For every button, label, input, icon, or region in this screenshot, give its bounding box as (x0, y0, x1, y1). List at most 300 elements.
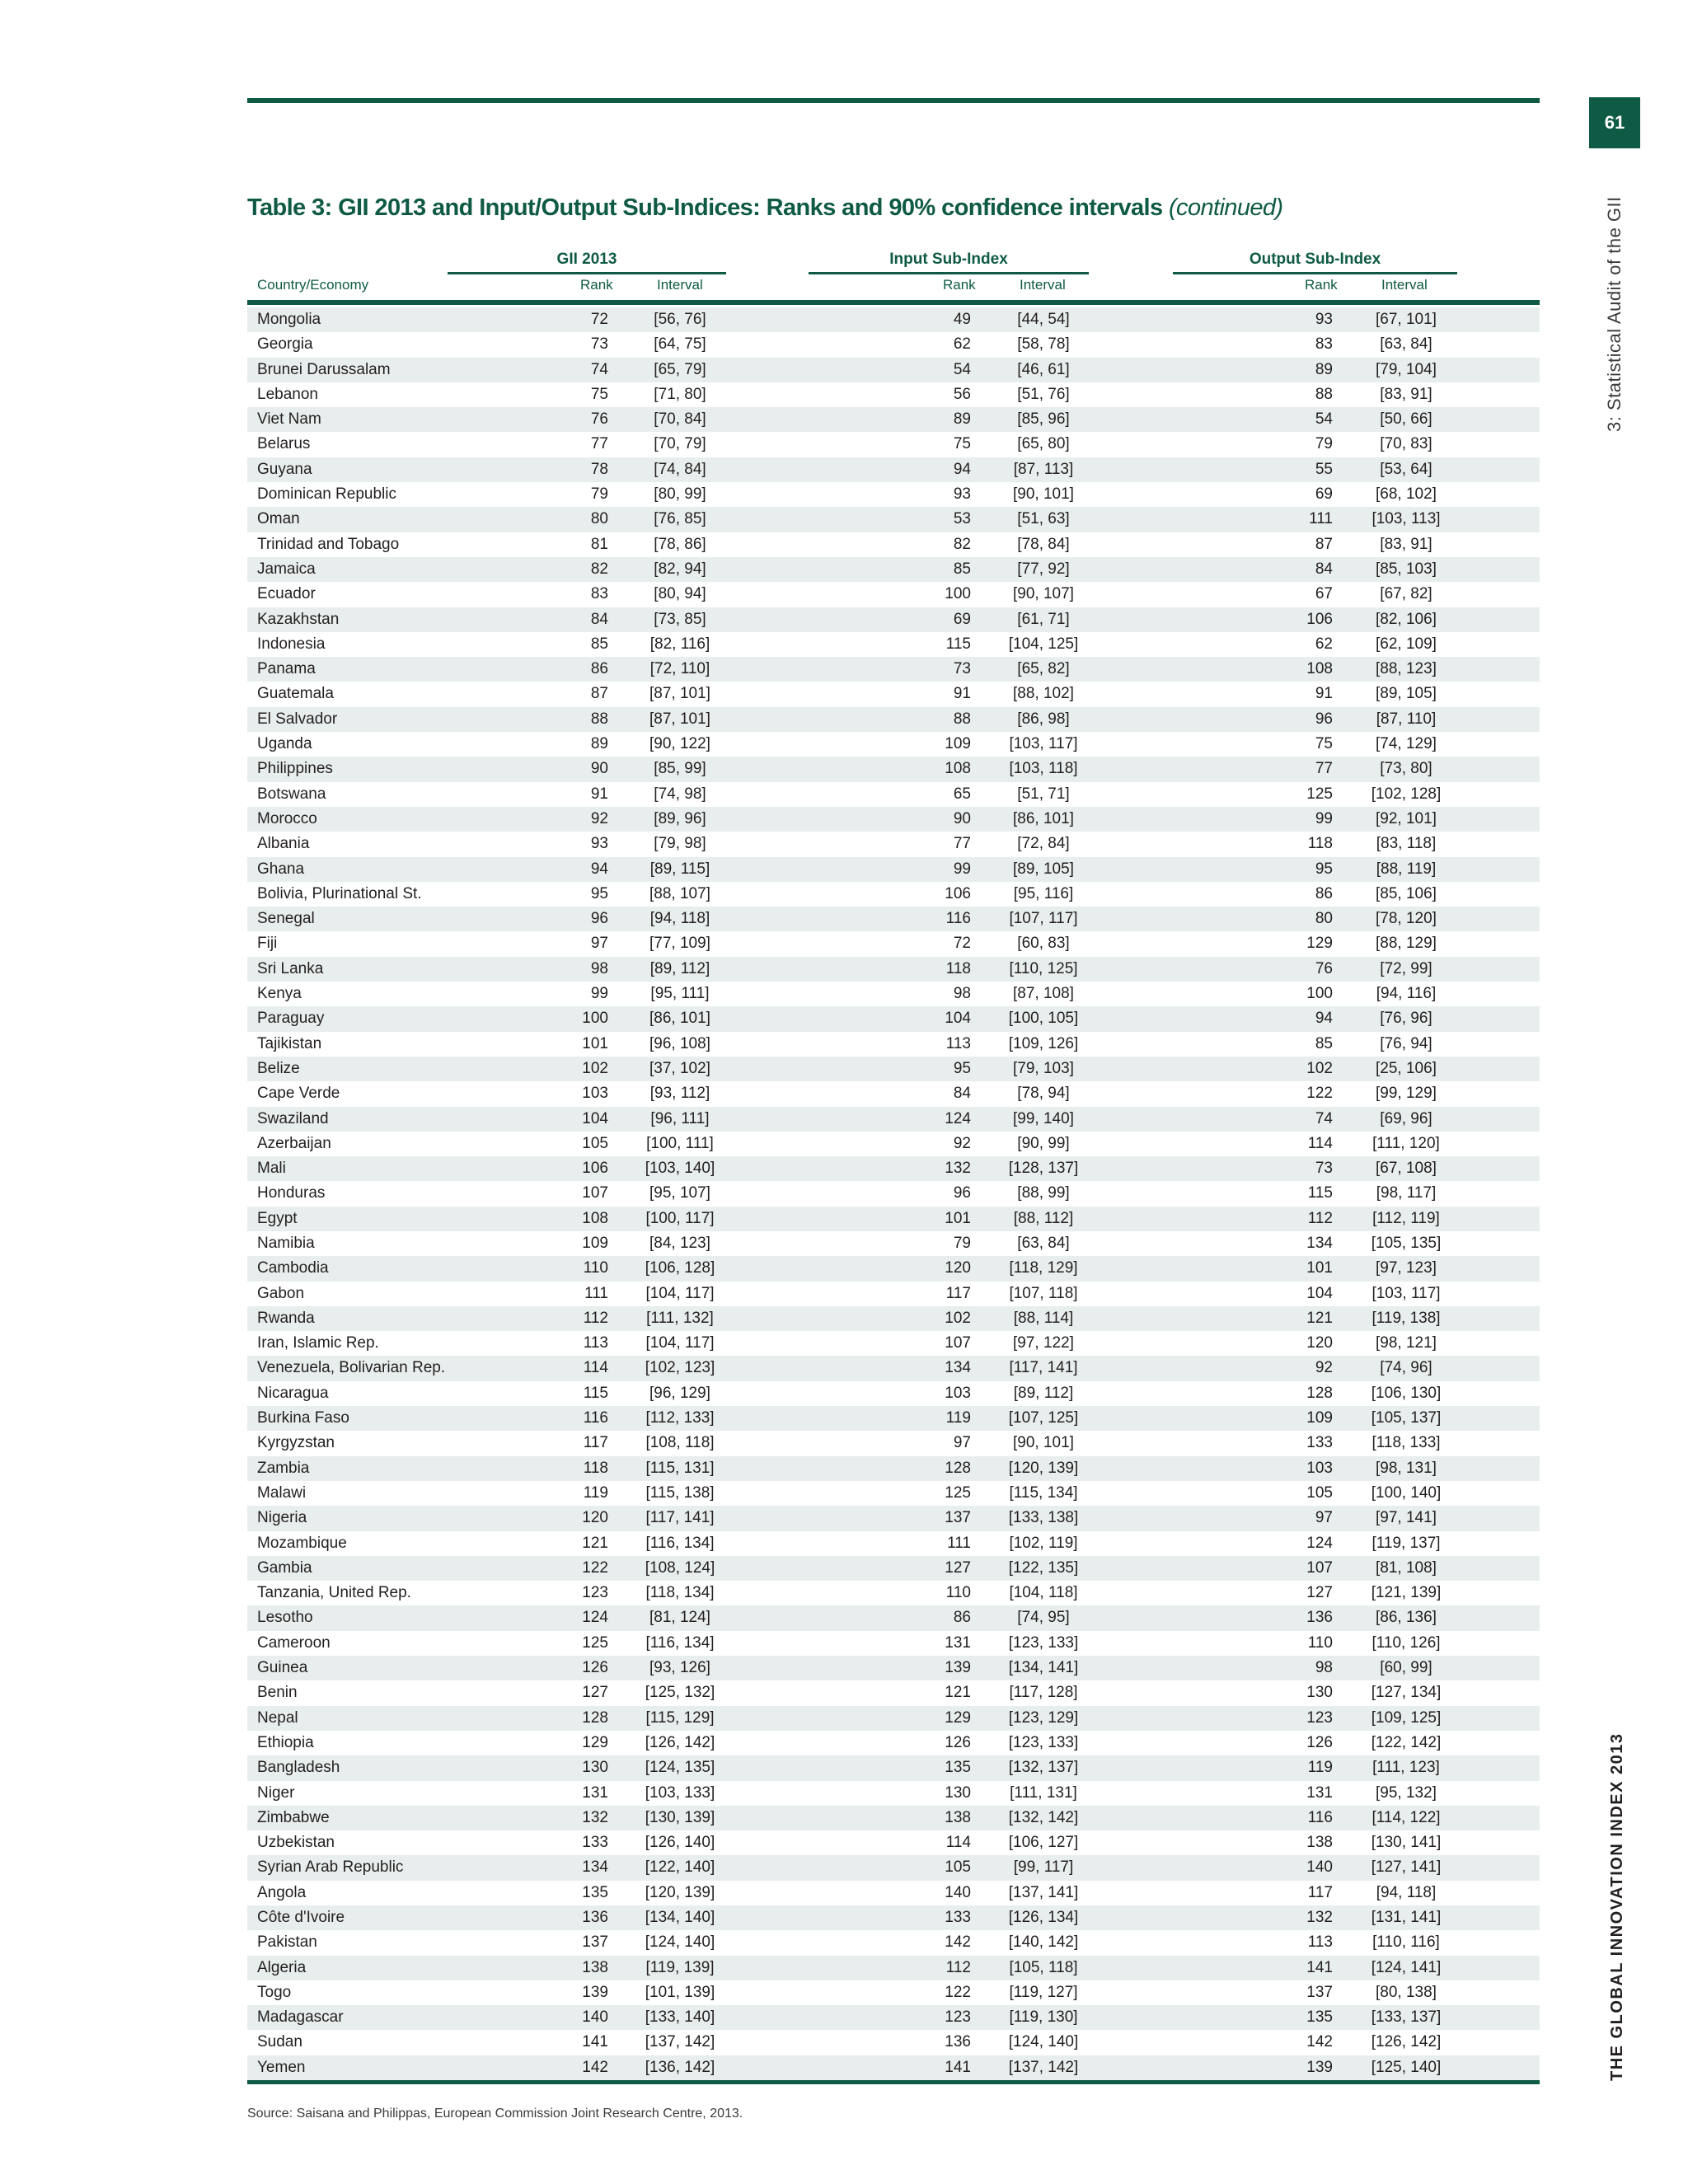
cell-input-rank: 112 (945, 1958, 971, 1976)
cell-output-rank: 83 (1315, 335, 1333, 354)
table-row (247, 1156, 1540, 1181)
cell-output-rank: 67 (1315, 585, 1333, 603)
cell-input-interval: [140, 142] (1008, 1933, 1079, 1952)
cell-input-interval: [123, 129] (1008, 1708, 1079, 1727)
cell-input-interval: [120, 139] (1008, 1459, 1079, 1477)
cell-output-rank: 76 (1315, 959, 1333, 977)
table-row (247, 307, 1540, 332)
cell-gii-rank: 128 (582, 1708, 608, 1727)
cell-country: Pakistan (257, 1933, 317, 1952)
cell-country: Lesotho (257, 1609, 313, 1627)
cell-gii-rank: 97 (590, 935, 608, 953)
cell-gii-rank: 109 (582, 1234, 608, 1252)
cell-country: Jamaica (257, 560, 316, 578)
cell-gii-rank: 74 (590, 360, 608, 378)
cell-input-rank: 101 (945, 1209, 971, 1227)
table-row (247, 757, 1540, 781)
cell-output-rank: 107 (1306, 1558, 1333, 1577)
cell-output-interval: [133, 137] (1371, 2008, 1442, 2027)
cell-output-rank: 54 (1315, 410, 1333, 429)
cell-input-interval: [51, 63] (1017, 510, 1070, 528)
table-row (247, 1306, 1540, 1331)
cell-country: Zambia (257, 1459, 310, 1477)
cell-input-interval: [119, 127] (1009, 1983, 1078, 2001)
cell-country: Trinidad and Tobago (257, 535, 400, 553)
cell-gii-rank: 117 (583, 1434, 608, 1452)
cell-input-interval: [111, 131] (1010, 1783, 1077, 1802)
cell-output-interval: [82, 106] (1376, 610, 1437, 628)
cell-input-rank: 88 (953, 710, 971, 728)
table-row (247, 1956, 1540, 1980)
cell-input-interval: [133, 138] (1008, 1509, 1079, 1527)
group-header-input: Input Sub-Index (809, 251, 1089, 274)
cell-input-rank: 119 (945, 1409, 971, 1427)
cell-output-rank: 111 (1309, 510, 1333, 528)
table-row (247, 1006, 1540, 1031)
cell-gii-rank: 79 (590, 485, 608, 504)
cell-gii-interval: [96, 129] (649, 1384, 710, 1402)
cell-gii-rank: 136 (582, 1909, 608, 1926)
table-title-text: Table 3: GII 2013 and Input/Output Sub-Indices: Ranks and 90% confidence intervals (247, 194, 1163, 221)
cell-output-rank: 88 (1315, 385, 1333, 403)
cell-gii-interval: [137, 142] (645, 2033, 715, 2051)
cell-output-rank: 92 (1315, 1359, 1333, 1377)
cell-output-rank: 122 (1306, 1085, 1333, 1103)
cell-output-interval: [106, 130] (1371, 1384, 1442, 1402)
cell-input-interval: [107, 117] (1009, 910, 1078, 928)
cell-output-rank: 101 (1306, 1259, 1333, 1277)
cell-country: Cameroon (257, 1633, 331, 1652)
cell-input-rank: 124 (945, 1109, 971, 1127)
cell-gii-rank: 87 (590, 685, 608, 703)
table-row (247, 632, 1540, 657)
table-row (247, 657, 1540, 682)
cell-input-rank: 91 (953, 685, 971, 703)
cell-input-rank: 127 (945, 1558, 971, 1577)
cell-output-interval: [122, 142] (1371, 1733, 1442, 1751)
cell-gii-interval: [71, 80] (654, 385, 706, 403)
cell-input-rank: 92 (953, 1134, 971, 1152)
cell-output-interval: [98, 117] (1376, 1184, 1437, 1202)
cell-output-interval: [78, 120] (1376, 910, 1437, 928)
cell-country: Uganda (257, 735, 312, 753)
cell-output-rank: 108 (1306, 660, 1333, 678)
cell-country: El Salvador (257, 710, 338, 728)
cell-gii-interval: [76, 85] (654, 510, 706, 528)
cell-gii-rank: 142 (582, 2058, 608, 2076)
cell-gii-rank: 90 (590, 760, 608, 778)
cell-gii-rank: 110 (583, 1259, 608, 1277)
table-row (247, 1605, 1540, 1630)
cell-gii-interval: [100, 111] (646, 1134, 714, 1152)
cell-output-interval: [25, 106] (1376, 1059, 1437, 1077)
cell-input-rank: 97 (953, 1434, 971, 1452)
cell-gii-interval: [111, 132] (646, 1309, 714, 1327)
cell-gii-interval: [96, 111] (650, 1109, 710, 1127)
bottom-rule (247, 2080, 1540, 2084)
cell-gii-interval: [104, 117] (645, 1284, 715, 1302)
cell-output-interval: [127, 134] (1371, 1684, 1442, 1702)
table-row (247, 1481, 1540, 1506)
cell-output-interval: [121, 139] (1371, 1584, 1442, 1602)
table-row (247, 482, 1540, 507)
table-body (247, 307, 1540, 2080)
cell-input-rank: 85 (953, 560, 971, 578)
cell-gii-interval: [86, 101] (649, 1010, 710, 1028)
cell-input-interval: [99, 117] (1013, 1858, 1074, 1877)
cell-input-rank: 120 (945, 1259, 971, 1277)
cell-output-interval: [100, 140] (1371, 1483, 1442, 1502)
cell-input-interval: [79, 103] (1013, 1059, 1074, 1077)
cell-input-rank: 82 (953, 535, 971, 553)
cell-gii-rank: 118 (583, 1459, 608, 1477)
table-row (247, 382, 1540, 407)
cell-input-interval: [89, 105] (1013, 860, 1074, 878)
cell-gii-interval: [115, 129] (645, 1708, 715, 1727)
col-header-input-interval: Interval (1020, 277, 1066, 293)
cell-gii-interval: [116, 134] (645, 1633, 715, 1652)
table-row (247, 1755, 1540, 1780)
header-rule (247, 300, 1540, 305)
table-row (247, 1356, 1540, 1380)
cell-input-rank: 132 (945, 1160, 971, 1178)
cell-output-interval: [124, 141] (1371, 1958, 1442, 1976)
cell-input-rank: 141 (945, 2058, 971, 2076)
cell-output-rank: 96 (1315, 710, 1333, 728)
cell-country: Gabon (257, 1284, 305, 1302)
cell-output-interval: [85, 106] (1376, 884, 1437, 902)
table-row (247, 457, 1540, 482)
cell-output-rank: 99 (1315, 809, 1333, 827)
cell-input-interval: [105, 118] (1009, 1958, 1078, 1976)
cell-country: Guinea (257, 1659, 308, 1677)
cell-input-interval: [72, 84] (1017, 835, 1070, 853)
cell-output-rank: 87 (1315, 535, 1333, 553)
cell-output-rank: 98 (1315, 1659, 1333, 1677)
table-row (247, 532, 1540, 557)
table-row (247, 2055, 1540, 2080)
cell-country: Brunei Darussalam (257, 360, 391, 378)
cell-input-rank: 84 (953, 1085, 971, 1103)
table-row (247, 1581, 1540, 1605)
cell-country: Ethiopia (257, 1733, 314, 1751)
cell-gii-rank: 126 (582, 1659, 608, 1677)
table-row (247, 1132, 1540, 1156)
cell-country: Malawi (257, 1483, 307, 1502)
group-header-gii: GII 2013 (448, 251, 726, 274)
cell-input-interval: [132, 142] (1008, 1808, 1079, 1826)
cell-gii-interval: [94, 118] (649, 910, 710, 928)
cell-gii-interval: [115, 138] (645, 1483, 715, 1502)
cell-input-rank: 114 (945, 1834, 971, 1852)
cell-output-interval: [74, 96] (1380, 1359, 1432, 1377)
cell-output-interval: [102, 128] (1371, 785, 1442, 803)
table-row (247, 832, 1540, 856)
cell-input-rank: 54 (953, 360, 971, 378)
cell-input-rank: 134 (945, 1359, 971, 1377)
table-row (247, 1506, 1540, 1530)
cell-input-interval: [119, 130] (1009, 2008, 1078, 2027)
table-row (247, 931, 1540, 956)
cell-gii-interval: [100, 117] (645, 1209, 715, 1227)
table-row (247, 1331, 1540, 1356)
cell-output-rank: 119 (1307, 1759, 1333, 1777)
cell-gii-rank: 77 (590, 435, 608, 453)
cell-output-interval: [89, 105] (1376, 685, 1437, 703)
table-row (247, 1980, 1540, 2005)
cell-input-interval: [90, 107] (1013, 585, 1074, 603)
cell-gii-interval: [95, 107] (649, 1184, 710, 1202)
cell-country: Venezuela, Bolivarian Rep. (257, 1359, 446, 1377)
cell-gii-rank: 80 (590, 510, 608, 528)
cell-input-rank: 62 (953, 335, 971, 354)
cell-country: Angola (257, 1883, 307, 1901)
cell-input-interval: [104, 125] (1008, 635, 1079, 653)
cell-gii-interval: [119, 139] (645, 1958, 715, 1976)
cell-output-rank: 131 (1306, 1783, 1333, 1802)
table-row (247, 857, 1540, 882)
cell-output-rank: 75 (1315, 735, 1333, 753)
col-header-output-rank: Rank (1305, 277, 1338, 293)
table-row (247, 1830, 1540, 1855)
cell-output-interval: [94, 116] (1376, 985, 1437, 1003)
cell-gii-interval: [80, 99] (654, 485, 706, 504)
cell-country: Ghana (257, 860, 305, 878)
cell-input-interval: [100, 105] (1008, 1010, 1079, 1028)
table-row (247, 2005, 1540, 2030)
cell-input-rank: 105 (945, 1858, 971, 1877)
cell-input-rank: 140 (945, 1883, 971, 1901)
cell-gii-interval: [112, 133] (645, 1409, 715, 1427)
cell-output-rank: 130 (1306, 1684, 1333, 1702)
cell-input-rank: 131 (945, 1633, 971, 1652)
cell-gii-rank: 113 (583, 1334, 608, 1352)
cell-gii-rank: 122 (582, 1558, 608, 1577)
cell-gii-rank: 91 (590, 785, 608, 803)
cell-output-interval: [95, 132] (1376, 1783, 1437, 1802)
cell-input-rank: 136 (945, 2033, 971, 2051)
cell-gii-rank: 75 (590, 385, 608, 403)
cell-gii-interval: [126, 142] (645, 1733, 715, 1751)
cell-output-rank: 132 (1306, 1909, 1333, 1926)
cell-output-rank: 126 (1306, 1733, 1333, 1751)
cell-gii-rank: 105 (582, 1134, 608, 1152)
cell-output-rank: 138 (1306, 1834, 1333, 1852)
cell-gii-rank: 124 (582, 1609, 608, 1627)
table-row (247, 1781, 1540, 1806)
cell-output-interval: [130, 141] (1371, 1834, 1442, 1852)
cell-country: Panama (257, 660, 316, 678)
cell-output-interval: [111, 120] (1372, 1134, 1440, 1152)
cell-gii-interval: [72, 110] (649, 660, 710, 678)
cell-country: Benin (257, 1684, 298, 1702)
cell-input-interval: [117, 128] (1009, 1684, 1078, 1702)
cell-input-rank: 133 (945, 1909, 971, 1926)
table-row (247, 1456, 1540, 1481)
cell-input-rank: 65 (953, 785, 971, 803)
cell-output-interval: [97, 141] (1376, 1509, 1437, 1527)
table-row (247, 358, 1540, 382)
cell-input-rank: 100 (945, 585, 971, 603)
cell-input-rank: 69 (953, 610, 971, 628)
cell-output-interval: [81, 108] (1376, 1558, 1437, 1577)
cell-input-rank: 90 (953, 809, 971, 827)
cell-output-rank: 141 (1306, 1958, 1333, 1976)
table-row (247, 1081, 1540, 1106)
cell-country: Tanzania, United Rep. (257, 1584, 411, 1602)
cell-output-rank: 103 (1306, 1459, 1333, 1477)
cell-output-interval: [125, 140] (1371, 2058, 1442, 2076)
cell-output-interval: [73, 80] (1380, 760, 1432, 778)
cell-input-rank: 86 (953, 1609, 971, 1627)
cell-gii-rank: 135 (582, 1883, 608, 1901)
cell-gii-rank: 94 (590, 860, 608, 878)
cell-gii-interval: [82, 94] (654, 560, 706, 578)
cell-output-interval: [105, 135] (1371, 1234, 1442, 1252)
cell-output-interval: [69, 96] (1380, 1109, 1432, 1127)
cell-input-interval: [51, 76] (1017, 385, 1070, 403)
cell-output-interval: [70, 83] (1380, 435, 1432, 453)
cell-gii-interval: [77, 109] (649, 935, 710, 953)
cell-output-interval: [114, 122] (1372, 1808, 1441, 1826)
cell-output-rank: 134 (1306, 1234, 1333, 1252)
cell-input-interval: [123, 133] (1008, 1733, 1079, 1751)
table-row (247, 957, 1540, 982)
cell-gii-rank: 139 (582, 1983, 608, 2001)
cell-gii-rank: 130 (582, 1759, 608, 1777)
cell-input-interval: [106, 127] (1008, 1834, 1079, 1852)
cell-input-interval: [126, 134] (1008, 1909, 1079, 1926)
cell-gii-interval: [108, 124] (645, 1558, 715, 1577)
cell-gii-rank: 112 (583, 1309, 608, 1327)
cell-input-rank: 113 (945, 1034, 971, 1052)
cell-output-interval: [76, 94] (1380, 1034, 1432, 1052)
cell-output-rank: 135 (1306, 2008, 1333, 2027)
table-row (247, 1406, 1540, 1431)
cell-input-interval: [128, 137] (1008, 1160, 1079, 1178)
cell-country: Syrian Arab Republic (257, 1858, 404, 1877)
cell-input-interval: [85, 96] (1017, 410, 1070, 429)
cell-gii-rank: 115 (583, 1384, 608, 1402)
cell-country: Morocco (257, 809, 317, 827)
cell-input-interval: [110, 125] (1009, 959, 1078, 977)
cell-input-interval: [95, 116] (1013, 884, 1074, 902)
cell-gii-interval: [80, 94] (654, 585, 706, 603)
col-header-input-rank: Rank (943, 277, 976, 293)
cell-gii-interval: [90, 122] (649, 735, 710, 753)
cell-input-interval: [102, 119] (1009, 1534, 1078, 1552)
cell-output-rank: 69 (1315, 485, 1333, 504)
table-row (247, 1930, 1540, 1955)
cell-input-rank: 98 (953, 985, 971, 1003)
cell-input-interval: [124, 140] (1008, 2033, 1079, 2051)
cell-gii-interval: [126, 140] (645, 1834, 715, 1852)
cell-output-interval: [126, 142] (1371, 2033, 1442, 2051)
cell-gii-rank: 98 (590, 959, 608, 977)
cell-gii-interval: [56, 76] (654, 311, 706, 328)
top-rule (247, 98, 1540, 103)
cell-output-interval: [111, 123] (1372, 1759, 1440, 1777)
cell-output-interval: [110, 116] (1372, 1933, 1440, 1952)
table-row (247, 582, 1540, 607)
cell-gii-rank: 76 (590, 410, 608, 429)
cell-output-rank: 84 (1315, 560, 1333, 578)
cell-gii-rank: 123 (582, 1584, 608, 1602)
cell-gii-rank: 104 (582, 1109, 608, 1127)
cell-gii-interval: [130, 139] (645, 1808, 715, 1826)
cell-output-interval: [103, 113] (1372, 510, 1441, 528)
table-row (247, 1905, 1540, 1930)
cell-input-interval: [99, 140] (1013, 1109, 1074, 1127)
cell-country: Ecuador (257, 585, 316, 603)
cell-output-interval: [53, 64] (1380, 460, 1432, 478)
cell-output-interval: [88, 129] (1376, 935, 1437, 953)
cell-country: Paraguay (257, 1010, 325, 1028)
cell-gii-interval: [102, 123] (645, 1359, 715, 1377)
cell-input-interval: [109, 126] (1008, 1034, 1079, 1052)
cell-output-rank: 133 (1306, 1434, 1333, 1452)
cell-gii-interval: [89, 112] (649, 959, 710, 977)
cell-gii-interval: [116, 134] (645, 1534, 715, 1552)
cell-output-rank: 102 (1306, 1059, 1333, 1077)
cell-input-rank: 129 (945, 1708, 971, 1727)
cell-gii-rank: 96 (590, 910, 608, 928)
cell-input-interval: [122, 135] (1008, 1558, 1079, 1577)
cell-input-interval: [51, 71] (1017, 785, 1070, 803)
table-title (247, 194, 1282, 222)
cell-input-interval: [78, 94] (1017, 1085, 1070, 1103)
table-row (247, 1381, 1540, 1406)
table-row (247, 1680, 1540, 1705)
cell-gii-rank: 138 (582, 1958, 608, 1976)
cell-gii-rank: 100 (582, 1010, 608, 1028)
cell-input-interval: [58, 78] (1017, 335, 1070, 354)
cell-input-rank: 93 (953, 485, 971, 504)
table-row (247, 557, 1540, 582)
cell-gii-rank: 108 (582, 1209, 608, 1227)
table-row (247, 1556, 1540, 1581)
cell-output-interval: [88, 119] (1376, 860, 1437, 878)
cell-country: Dominican Republic (257, 485, 396, 504)
cell-gii-interval: [89, 96] (654, 809, 706, 827)
cell-output-interval: [98, 121] (1376, 1334, 1437, 1352)
cell-output-interval: [103, 117] (1372, 1284, 1441, 1302)
cell-input-rank: 137 (945, 1509, 971, 1527)
cell-output-rank: 116 (1307, 1808, 1333, 1826)
cell-input-rank: 72 (953, 935, 971, 953)
cell-input-interval: [87, 113] (1013, 460, 1074, 478)
cell-output-rank: 115 (1307, 1184, 1333, 1202)
cell-gii-rank: 78 (590, 460, 608, 478)
cell-gii-rank: 85 (590, 635, 608, 653)
cell-input-interval: [118, 129] (1009, 1259, 1078, 1277)
cell-output-interval: [119, 138] (1372, 1309, 1441, 1327)
cell-output-rank: 73 (1315, 1160, 1333, 1178)
cell-input-interval: [88, 99] (1017, 1184, 1070, 1202)
cell-input-interval: [65, 82] (1017, 660, 1070, 678)
cell-gii-rank: 127 (582, 1684, 608, 1702)
group-header-output: Output Sub-Index (1173, 251, 1457, 274)
publication-label-text: THE GLOBAL INNOVATION INDEX 2013 (1608, 1732, 1626, 2081)
cell-gii-interval: [134, 140] (645, 1909, 715, 1926)
cell-output-interval: [99, 129] (1376, 1085, 1437, 1103)
cell-input-interval: [78, 84] (1017, 535, 1070, 553)
col-header-gii-interval: Interval (657, 277, 703, 293)
table-row (247, 1032, 1540, 1057)
cell-input-interval: [88, 102] (1013, 685, 1074, 703)
cell-input-interval: [46, 61] (1017, 360, 1070, 378)
cell-output-interval: [67, 108] (1376, 1160, 1437, 1178)
